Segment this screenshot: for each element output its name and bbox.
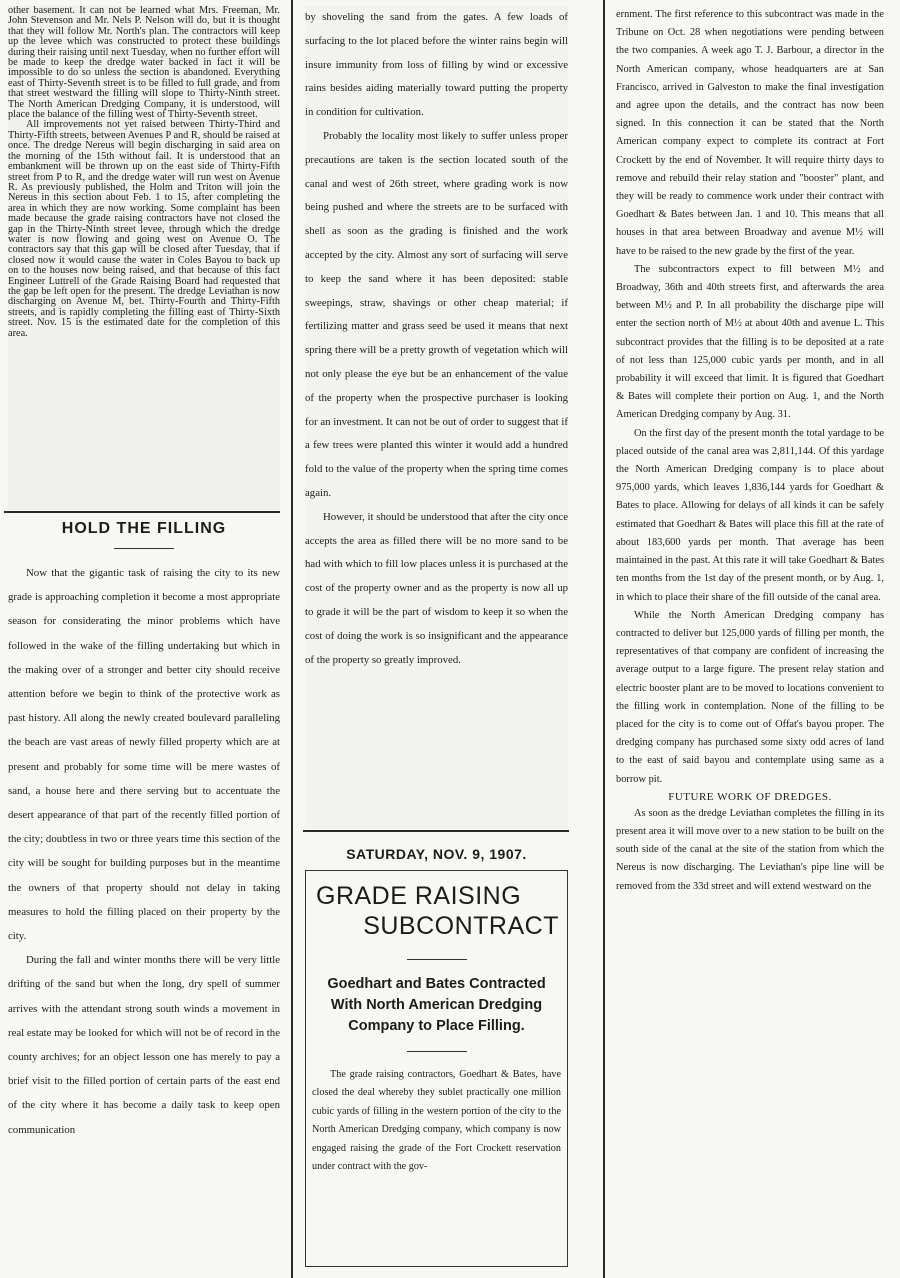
article-paragraph: All improvements not yet raised between Thirty-Third and Thirty-Fifth streets, between Avenues P and R, should be raised at once. The dredge Nereus will begin discharging in said area on the morning of the 15th without fail. It is understood that an embankment will be thrown up on the east side of Thirty-Fifth street from P to R, and the dredge water will run west on Avenue R. As previously published, the Holm and Triton will join the Nereus in this section about Feb. 1 to 15, after completing the area in which they are now working. Some complaint has been made because the grade raising contractors have not closed the gap in the Thirty-Ninth street levee, through which the dredge water is now flowing and going west on Avenue O. The contractors say that this gap will be closed after Tuesday, that if closed now it would cause the water in Coles Bayou to back up on to the houses now being raised, and that because of this fact Engineer Luttrell of the Grade Raising Board had requested that the gap be left open for the present. The dredge Leviathan is now discharging on Avenue M, bet. Thirty-Fourth and Thirty-Fifth streets, and is rapidly completing the filling east of Thirty-Sixth street. Nov. 15 is the estimated date for the completion of this area. bbox=[8, 119, 280, 339]
headline-line-1: GRADE RAISING bbox=[316, 882, 522, 910]
article-paragraph: On the first day of the present month the total yardage to be placed outside of the canal area was 2,811,144. Of this yardage the North American Dredging company is to place about 975,000 yards, which leaves 1,836,144 yards for Goedhart & Bates to place. Allowing for delays of all kinds it can be safely estimated that Goedhart & Bates will place this fill at the rate of about 183,600 yards per month. That average has been maintained in the past. At this rate it will take Goedhart & Bates ten months from the 1st day of the present month, or by Aug. 1, in which to place their share of the fill outside of the canal area. bbox=[616, 427, 884, 603]
article-paragraph: During the fall and winter months there will be very little drifting of the sand but when the long, dry spell of summer arrives with the attendant strong south winds a movement in real estate may be looked for which will not be of record in the county archives; for an object lesson one has merely to pay a brief visit to the filled portion of certain parts of the east end of the city where it has become a daily task to keep open communication bbox=[8, 954, 280, 1136]
column-3-article-continued bbox=[616, 6, 884, 1270]
column-rule bbox=[603, 0, 605, 1278]
article-paragraph: The grade raising contractors, Goedhart & Bates, have closed the deal whereby they sublet practically one million cubic yards of filling in the western portion of the city to the North American Dredging company, which company is now engaged raising the grade of the Fort Crockett reservation under contract with the gov- bbox=[312, 1069, 561, 1173]
article-paragraph: other basement. It can not be learned what Mrs. Freeman, Mr. John Stevenson and Mr. Nels P. Nelson will do, but it is thought that they will follow Mr. North's plan. The contractors will keep up the levee which was constructed to protect these buildings during their raising until next Tuesday, when no further effort will be made to keep the dredge water backed in fact it will be impossible to do so unless the section is abandoned. Everything east of Thirty-Seventh street is to be filled to full grade, and from that street westward the filling will slope to Thirty-Ninth street. The North American Dredging Company, it is understood, will place the balance of the filling west of Thirty-Seventh street. bbox=[8, 6, 280, 121]
divider bbox=[4, 511, 280, 513]
column-2-editorial-continued bbox=[305, 6, 568, 828]
divider bbox=[303, 830, 569, 832]
column-1-top-article bbox=[8, 6, 280, 510]
dateline: SATURDAY, NOV. 9, 1907. bbox=[346, 846, 527, 862]
column-rule bbox=[291, 0, 293, 1278]
divider bbox=[407, 959, 467, 960]
divider bbox=[114, 548, 174, 549]
section-title: FUTURE WORK OF DREDGES. bbox=[668, 790, 832, 803]
article-paragraph: The subcontractors expect to fill between M½ and Broadway, 36th and 40th streets first, and afterwards the area between M½ and P. In all probability the discharge pipe will enter the section north of M½ at about 40th and avenue L. This subcontract provides that the filling is to be deposited at a rate of not less than 125,000 cubic yards per month, and in all probability it will exceed that limit. It is figured that Goedhart & Bates will complete their portion on Aug. 1, and the North American Dredging company by Aug. 31. bbox=[616, 263, 884, 421]
article-box bbox=[305, 870, 568, 1267]
article-paragraph: ernment. The first reference to this subcontract was made in the Tribune on Oct. 28 when negotiations were pending between the two companies. A week ago T. J. Barbour, a director in the North American company, whose headquarters are at San Francisco, arrived in Galveston to make the final investigation and agree upon the details, and the contract has now been signed. In this connection it can be stated that the North American company expect to complete its contract at Fort Crockett by the end of November. It will require thirty days to remove and rebuild their relay station and "booster" plant, and they will be ready to commence work under their contract with Goedhart & Bates between Jan. 1 and 10. This means that all houses in that area between Broadway and avenue M½ will have to be raised to the new grade by the first of the year. bbox=[616, 9, 884, 257]
article-paragraph: Now that the gigantic task of raising the city to its new grade is approaching completion it become a most appropriate season for considerating the minor problems which have followed in the wake of the filling undertaking but which in the making over of a stronger and better city should receive attention before we begin to think of the protective work as past history. All along the newly created boulevard paralleling the beach are vast areas of newly filled property which are at present and probably for some time will be mere wastes of sand, a house here and there serving but to accentuate the desert appearance of that part of the recently filled portion of the city; doubtless in two or three years time this section of the city will be sought for building purposes but in the meantime the owners of that property should not delay in taking measures to hold the filling placed on their property by the city. bbox=[8, 567, 280, 943]
article-paragraph: While the North American Dredging company has contracted to deliver but 125,000 yards of filling per month, the representatives of that company are confident of increasing the average output to a large figure. The present relay station and electric booster plant are to be moved to locations convenient to the filling work in contemplation. None of the filling to be placed for the city is to come out of Offat's bayou proper. The dredging company has purchased some sixty odd acres of land to the east of said bayou and contemplate using same as a borrow pit. bbox=[616, 609, 884, 785]
subheadline: Goedhart and Bates Contracted With North American Dredging Company to Place Filling. bbox=[327, 976, 546, 1034]
editorial-headline: HOLD THE FILLING bbox=[61, 520, 227, 537]
column-1-editorial bbox=[8, 514, 280, 1278]
divider bbox=[407, 1051, 467, 1052]
column-2-news-article bbox=[305, 840, 568, 1270]
headline-line-2: SUBCONTRACT bbox=[363, 912, 559, 940]
article-paragraph: by shoveling the sand from the gates. A few loads of surfacing to the lot placed before the winter rains begin will insure immunity from loss of filling by wind or excessive rains besides aiding materially toward putting the property in condition for cultivation. bbox=[305, 11, 568, 119]
article-paragraph: However, it should be understood that after the city once accepts the area as filled there will be no more sand to be had with which to fill low places unless it is purchased at the cost of the property owner and as the property is now all up to grade it will be the part of wisdom to keep it so when the cost of doing the work is so insignificant and the appearance of the property so greatly improved. bbox=[305, 510, 568, 666]
article-paragraph: As soon as the dredge Leviathan completes the filling in its present area it will move over to a new station to be built on the south side of the canal at the site of the station from which the Nereus is now discharging. The Leviathan's pipe line will be removed from the 33d street and will extend westward on the bbox=[616, 807, 884, 892]
article-paragraph: Probably the locality most likely to suffer unless proper precautions are taken is the section located south of the canal and west of 26th street, where grading work is now being pushed and where the streets are to be surfaced with shell as soon as the grading is finished and the work accepted by the city. Almost any sort of surfacing will serve to keep the sand where it has been deposited: stable sweepings, straw, shavings or other cheap material; if fertilizing matter and grass seed be used it means that next spring there will be a pretty growth of vegetation which will not only please the eye but be an enhancement of the value of the property when the prospective purchaser is looking for an investment. It can not be out of order to suggest that if a few trees were planted this winter it would add a hundred fold to the value of the property when the spring time comes again. bbox=[305, 129, 568, 499]
